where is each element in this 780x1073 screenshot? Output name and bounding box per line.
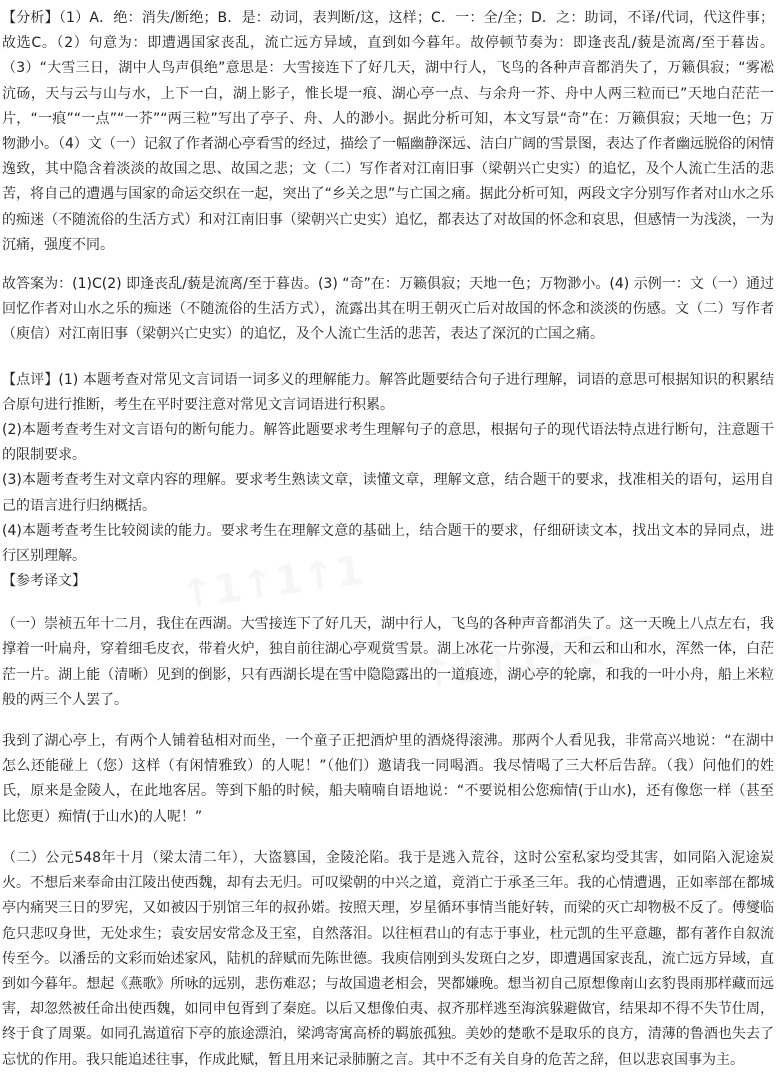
- comment-paragraph-3: (3)本题考查考生对文章内容的理解。要求考生熟读文章，读懂文章，理解文意，结合题干的要求，找准相关的语句，运用自己的语言进行归纳概括。: [2, 472, 774, 514]
- translation-paragraph-3: （二）公元548年十月（梁太清二年），大盗篡国，金陵沦陷。我于是逃入荒谷，这时公室私家均受其害，如同陷入泥途炭火。不想后来奉命由江陵出使西魏，却有去无归。可叹梁朝的中兴之道，竟消亡于承圣三年。我的心情遭遇，正如率部在都城亭内痛哭三日的罗宪，又如被囚于别馆三年的叔孙婼。按照天理，岁星循环事情当能好转，而梁的灭亡却物极不反了。傅燮临危只悲叹身世，无处求生；袁安居安常念及王室，自然落泪。以往桓君山的有志于事业，杜元凯的生平意趣，都有著作自叙流传至今。以潘岳的文彩而始述家风，陆机的辞赋而先陈世德。我庾信刚到头发斑白之岁，即遭遇国家丧乱，流亡远方异域，直到如今暮年。想起《燕歌》所咏的远别，悲伤难忍；与故国遗老相会，哭都嫌晚。想当初自己原想像南山玄豹畏雨那样藏而远害，却忽然被任命出使西魏，如同申包胥到了秦庭。以后又想像伯夷、叔齐那样逃至海滨躲避做官，结果却不得不失节仕周，终于食了周粟。如同孔嵩道宿下亭的旅途漂泊，梁鸿寄寓高桥的羁旅孤独。美妙的楚歌不是取乐的良方，清薄的鲁酒也失去了忘忧的作用。我只能追述往事，作成此赋，暂且用来记录肺腑之言。其中不乏有关自身的危苦之辞，但以悲哀国事为主。: [2, 849, 774, 1068]
- translation-paragraph-2: 我到了湖心亭上，有两个人铺着毡相对而坐，一个童子正把酒炉里的酒烧得滚沸。那两个人看见我，非常高兴地说：“在湖中怎么还能碰上（您）这样（有闲情雅致）的人呢！”（他们）邀请我一同喝酒。我尽情喝了三大杯后告辞。（我）问他们的姓氏，原来是金陵人，在此地客居。等到下船的时候，船夫喃喃自语地说：“不要说相公您痴情(于山水)，还有像您一样（甚至比您更）痴情(于山水)的人呢！”: [2, 733, 774, 825]
- translation-heading: 【参考译文】: [2, 573, 86, 590]
- translation-paragraph-1: （一）崇祯五年十二月，我住在西湖。大雪接连下了好几天，湖中行人，飞鸟的各种声音都消失了。这一天晚上八点左右，我撑着一叶扁舟，穿着细毛皮衣，带着火炉，独自前往湖心亭观赏雪景。湖上冰花一片弥漫，天和云和山和水，浑然一体，白茫茫一片。湖上能（清晰）见到的倒影，只有西湖长堤在雪中隐隐露出的一道痕迹，湖心亭的轮廓，和我的一叶小舟，船上米粒般的两三个人罢了。: [2, 616, 774, 708]
- comment-paragraph-1: 【点评】(1) 本题考查对常见文言词语一词多义的理解能力。解答此题要结合句子进行理解，词语的意思可根据知识的积累结合原句进行推断，考生在平时要注意对常见文言词语进行积累。: [2, 371, 774, 413]
- comment-paragraph-2: (2)本题考查考生对文言语句的断句能力。解答此题要求考生理解句子的意思，根据句子的现代语法特点进行断句，注意题干的限制要求。: [2, 422, 774, 464]
- answer-paragraph: 故答案为：(1)C(2) 即逢丧乱/藐是流离/至于暮齿。(3) “奇”在：万籁俱寂；天地一色；万物渺小。(4) 示例一：文（一）通过回忆作者对山水之乐的痴迷（不随流俗的生活方式），流露出其在明王朝灭亡后对故国的怀念和淡淡的伤感。文（二）写作者（庾信）对江南旧事（梁朝兴亡史实）的追忆，及个人流亡生活的悲苦，表达了深沉的亡国之痛。: [2, 276, 774, 343]
- analysis-paragraph: 【分析】（1）A．绝：消失/断绝；B．是：动词，表判断/这，这样；C．一：全/全；D．之：助词，不译/代词，代这件事；故选C。（2）句意为：即遭遇国家丧乱，流亡远方异域，直到如今暮年。故停顿节奏为：即逢丧乱/藐是流离/至于暮齿。（3）“大雪三日，湖中人鸟声俱绝”意思是：大雪接连下了好几天，湖中行人，飞鸟的各种声音都消失了，万籁俱寂；“雾凇沆砀，天与云与山与水，上下一白，湖上影子，惟长堤一痕、湖心亭一点、与余舟一芥、舟中人两三粒而已”天地白茫茫一片，“一痕”“一点”“一芥”“两三粒”写出了亭子、舟、人的渺小。据此分析可知，本文写景“奇”在：万籁俱寂；天地一色；万物渺小。（4）文（一）记叙了作者湖心亭看雪的经过，描绘了一幅幽静深远、洁白广阔的雪景图，表达了作者幽远脱俗的闲情逸致，其中隐含着淡淡的故国之思、故国之悲；文（二）写作者对江南旧事（梁朝兴亡史实）的追忆，及个人流亡生活的悲苦，将自己的遭遇与国家的命运交织在一起，突出了“乡关之思”与亡国之痛。据此分析可知，两段文字分别写作者对山水之乐的痴迷（不随流俗的生活方式）和对江南旧事（梁朝兴亡史实）追忆，都表达了对故国的怀念和哀思，但感情一为浅淡，一为沉痛，强度不同。: [2, 10, 774, 253]
- comment-paragraph-4: (4)本题考查考生比较阅读的能力。要求考生在理解文意的基础上，结合题干的要求，仔细研读文本，找出文本的异同点，进行区别理解。: [2, 522, 774, 565]
